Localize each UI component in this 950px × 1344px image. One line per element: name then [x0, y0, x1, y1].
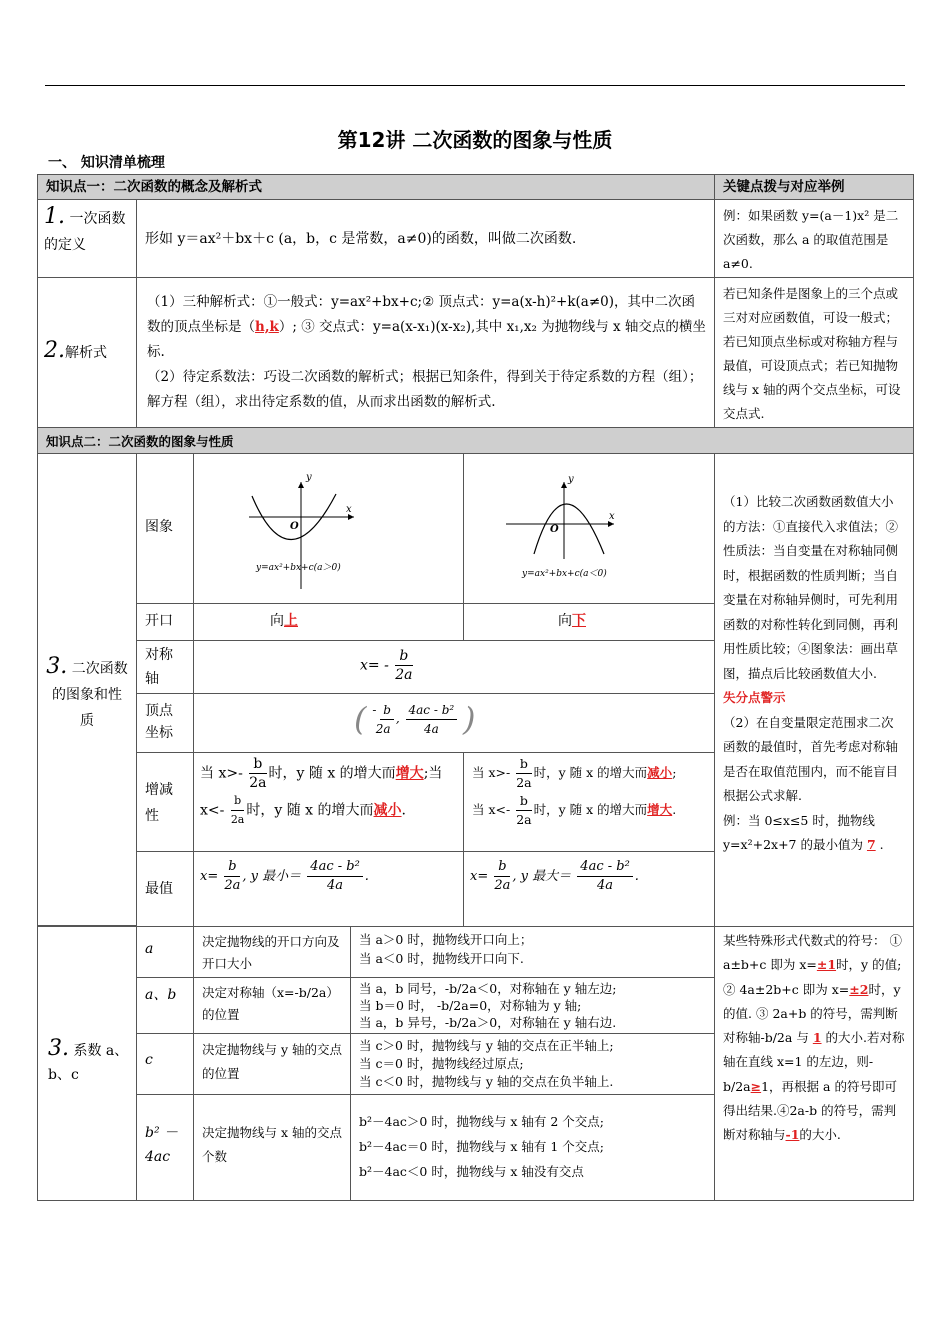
coef-note-f: 的大小.若对称轴在直线 x=1 的左边，则-b/2a — [723, 1030, 905, 1094]
coef-c-detail-cell — [350, 1033, 715, 1095]
vertex-answer: h,k — [255, 319, 279, 335]
max-frac1 — [494, 858, 510, 895]
mono-down-d: 时，y 随 x 的增大而 — [533, 802, 648, 817]
coef-delta-detail-2: b²－4ac＝0 时，抛物线与 x 轴有 1 个交点; — [359, 1139, 604, 1154]
coef-note-c: 时，y 的值; ② 4a±2b+c 即为 x= — [723, 957, 902, 997]
mono-up-frac1 — [249, 755, 266, 792]
coef-ab-cell — [136, 977, 194, 1034]
formula-label-cell — [37, 277, 137, 428]
section-heading: 一、 知识清单梳理 — [48, 155, 165, 171]
prop-note-3a: 例：当 0≤x≤5 时，抛物线 y=x²+2x+7 的最小值为 — [723, 812, 875, 852]
coef-a: a — [145, 941, 154, 957]
mono-up-den2: 2a — [230, 813, 245, 826]
max-num1: b — [494, 858, 510, 877]
prop-label-cell — [37, 453, 137, 926]
formula-num: 2. — [44, 338, 65, 363]
kp1-header: 知识点一：二次函数的概念及解析式 — [37, 174, 715, 200]
sym-formula-cell — [193, 640, 715, 694]
extreme-label: 最值 — [145, 881, 173, 897]
graph-down — [464, 454, 716, 605]
mono-up-frac2 — [231, 792, 245, 829]
min-value-answer: 7 — [866, 837, 876, 852]
coef-delta-detail-cell — [350, 1094, 715, 1201]
top-rule — [45, 85, 905, 86]
vertex-rparen: ) — [463, 700, 476, 738]
mono-down-a: 当 x>- — [472, 765, 511, 780]
mono-down-cell: 当 x>- $\frac{b}{2a}$ 时，y 随 x 的增大而减小; 当 x<- $\frac{b}{2a}$ 时，y 随 x 的增大而增大. — [463, 752, 715, 852]
formula-note: 若已知条件是图象上的三个点或三对对应函数值，可设一般式；若已知顶点坐标或对称轴方程与最值，可设顶点式；若已知抛物线与 x 轴的两个交点坐标，可设交点式. — [723, 286, 901, 421]
mono-up-cell: 当 x>- $\frac{b}{2a}$ 时，y 随 x 的增大而增大;当 x<- $\frac{b}{2a}$ 时，y 随 x 的增大而减小. — [193, 752, 464, 852]
coef-a-desc-cell — [193, 926, 351, 978]
def-label: 一次函数的定义 — [44, 211, 126, 253]
coef-delta-detail-3: b²－4ac＜0 时，抛物线与 x 轴没有交点 — [359, 1164, 584, 1179]
coef-a-detail-1: 当 a＞0 时，抛物线开口向上； — [359, 932, 533, 947]
graph-up-caption: y=ax²+bx+c(a＞0) — [256, 563, 341, 573]
answer-neg1: -1 — [785, 1127, 800, 1143]
coef-note-h: 的大小. — [799, 1127, 841, 1143]
min-den2: 4a — [327, 878, 344, 893]
extreme-label-cell — [136, 851, 194, 927]
coef-c-detail-3: 当 c＜0 时，抛物线与 y 轴的交点在负半轴上. — [359, 1074, 614, 1089]
open-down-cell — [463, 603, 715, 641]
min-y: y 最小＝ — [250, 869, 302, 884]
y-label: y — [306, 472, 312, 483]
vertex-label: 顶点坐标 — [145, 703, 173, 741]
prop-note-1: （1）比较二次函数函数值大小的方法：①直接代入求值法；②性质法：当自变量在对称轴同侧时，根据函数的性质判断；当自变量在对称轴异侧时，可先利用函数的对称性转化到同侧，再利用性质比较；④图象法：画出草图，描点后比较函数值大小. — [723, 494, 899, 681]
coef-c: c — [145, 1052, 153, 1068]
max-den1: 2a — [494, 878, 511, 893]
graph-down-caption: y=ax²+bx+c(a＜0) — [522, 569, 607, 579]
min-cell: x= $\frac{b}{2a}$ , y 最小＝ $\frac{\text{4ac - b²}}{4a}$ . — [193, 851, 464, 927]
min-x: x= — [200, 869, 219, 884]
coef-ab-detail-3: 当 a，b 异号，-b/2a＞0，对称轴在 y 轴右边. — [359, 1015, 617, 1030]
prop-note-2: （2）在自变量限定范围求二次函数的最值时，首先考虑对称轴是否在取值范围内，而不能盲目根据公式求解. — [723, 714, 899, 803]
coef-note-b: ① a±b+c 即为 x= — [723, 933, 903, 973]
open-down-a: 向 — [558, 613, 572, 629]
graph-up — [194, 454, 465, 605]
coef-c-desc-cell — [193, 1033, 351, 1095]
formula-content-cell — [136, 277, 715, 428]
answer-pm1: ±1 — [816, 957, 837, 973]
prop-label: 二次函数的图象和性质 — [52, 661, 128, 729]
prop-num: 3. — [46, 654, 68, 679]
mono-up-c: ;当 x<- — [200, 765, 443, 819]
open-label: 开口 — [145, 613, 173, 629]
sym-formula-a: x= - — [360, 657, 389, 674]
max-x: x= — [470, 869, 489, 884]
warn-label: 失分点警示 — [723, 690, 786, 705]
x-label-2: x — [609, 511, 615, 522]
coef-ab-detail-1: 当 a，b 同号，-b/2a＜0，对称轴在 y 轴左边; — [359, 981, 617, 996]
mono-up-den1: 2a — [249, 775, 267, 791]
def-note: 例：如果函数 y=(a－1)x² 是二次函数，那么 a 的取值范围是 a≠0. — [723, 208, 899, 271]
vertex-frac2 — [406, 701, 458, 738]
max-y: y 最大＝ — [520, 869, 572, 884]
mono-label: 增减性 — [145, 782, 173, 824]
open-down-answer: 下 — [572, 613, 586, 629]
y-arrow — [298, 482, 304, 488]
coef-a-detail-cell — [350, 926, 715, 978]
mono-down-den2: 2a — [516, 812, 532, 827]
prop-note-cell — [714, 453, 914, 927]
def-content-cell — [136, 199, 715, 278]
open-up-a: 向 — [270, 613, 284, 629]
mono-up-num1: b — [249, 755, 266, 774]
mono-label-cell — [136, 752, 194, 852]
page-title: 第12讲 二次函数的图象与性质 — [337, 128, 613, 152]
mono-down-b: 时，y 随 x 的增大而 — [533, 765, 648, 780]
answer-geq: ≥ — [750, 1078, 762, 1094]
coef-c-desc: 决定抛物线与 y 轴的交点的位置 — [202, 1042, 343, 1081]
coef-num: 3. — [48, 1036, 69, 1061]
min-frac2 — [307, 858, 363, 895]
def-content: 形如 y＝ax²＋bx＋c (a，b，c 是常数，a≠0)的函数，叫做二次函数. — [145, 231, 577, 247]
vertex-frac1: - b 2a — [372, 701, 394, 738]
img-label-cell — [136, 453, 194, 604]
coef-ab-desc-cell — [193, 977, 351, 1034]
img-label: 图象 — [145, 519, 173, 535]
min-den1: 2a — [224, 878, 241, 893]
x-label: x — [346, 504, 352, 515]
vertex-den2: 4a — [423, 721, 439, 736]
coef-c-cell — [136, 1033, 194, 1095]
mono-down-num1: b — [516, 755, 531, 774]
mono-down-frac1 — [516, 755, 531, 792]
formula-note-cell — [714, 277, 914, 428]
mono-down-c: 当 x<- — [472, 802, 511, 817]
open-label-cell — [136, 603, 194, 641]
def-note-cell — [714, 199, 914, 278]
vertex-formula-cell: ( - b 2a , $\frac{\text{4ac - b²}}{4a}$ ) — [193, 693, 715, 753]
mono-down-den1: 2a — [516, 775, 532, 790]
kp1-header-right: 关键点拨与对应举例 — [714, 174, 914, 200]
min-frac1 — [224, 858, 240, 895]
answer-pm2: ±2 — [849, 981, 869, 997]
sym-label-cell — [136, 640, 194, 694]
formula-p1-b: ）; ③ 交点式：y=a(x-x₁)(x-x₂),其中 x₁,x₂ 为抛物线与 x 轴交点的横坐标. — [147, 319, 706, 360]
max-num2: 4ac - b² — [577, 858, 633, 877]
coef-delta-desc-cell — [193, 1094, 351, 1201]
coef-c-detail-1: 当 c＞0 时，抛物线与 y 轴的交点在正半轴上; — [359, 1038, 614, 1053]
coef-delta: b² －4ac — [145, 1125, 179, 1165]
coef-label-cell — [37, 926, 137, 1201]
min-num1: b — [224, 858, 240, 877]
coef-note-a: 某些特殊形式代数式的符号： — [723, 933, 886, 948]
min-num2: 4ac - b² — [307, 858, 363, 877]
mono-up-answer2: 减小 — [373, 802, 402, 819]
coef-a-cell — [136, 926, 194, 978]
max-frac2 — [577, 858, 633, 895]
parabola-down — [534, 504, 604, 554]
y-arrow-2 — [561, 482, 567, 488]
vertex-num2: 4ac - b² — [406, 701, 458, 720]
coef-delta-cell — [136, 1094, 194, 1201]
coef-a-desc: 决定抛物线的开口方向及开口大小 — [202, 934, 340, 971]
vertex-label-cell — [136, 693, 194, 753]
answer-1: 1 — [812, 1030, 822, 1046]
max-cell: x= $\frac{b}{2a}$ , y 最大＝ $\frac{\text{4ac - b²}}{4a}$ . — [463, 851, 715, 927]
mono-down-frac2 — [516, 792, 531, 829]
coef-c-detail-2: 当 c＝0 时，抛物线经过原点; — [359, 1056, 524, 1071]
y-label-2: y — [568, 474, 574, 485]
max-den2: 4a — [597, 878, 614, 893]
formula-p2: （2）待定系数法：巧设二次函数的解析式；根据已知条件，得到关于待定系数的方程（组）；解方程（组），求出待定系数的值，从而求出函数的解析式. — [147, 369, 703, 410]
coef-ab: a、b — [145, 987, 177, 1003]
mono-up-a: 当 x>- — [200, 765, 243, 782]
origin-label-2: O — [550, 524, 559, 535]
open-up-cell — [193, 603, 464, 641]
open-up-answer: 上 — [284, 613, 298, 629]
coef-ab-detail-cell — [350, 977, 715, 1034]
coef-note-d: 时，y 的值. — [723, 981, 901, 1021]
coef-note-g: 1，再根据 a 的符号即可得出结果.④2a-b 的符号，需判断对称轴与 — [723, 1078, 897, 1143]
origin-label: O — [290, 521, 299, 532]
def-label-cell — [37, 199, 137, 278]
mono-up-answer1: 增大 — [395, 765, 424, 782]
coef-delta-detail-1: b²－4ac＞0 时，抛物线与 x 轴有 2 个交点; — [359, 1114, 604, 1129]
coef-a-detail-2: 当 a＜0 时，抛物线开口向下. — [359, 951, 524, 966]
formula-p1-a: （1）三种解析式：①一般式：y=ax²+bx+c;② 顶点式：y=a(x-h)²+k(a≠0)，其中二次函数的顶点坐标是（ — [147, 294, 696, 335]
vertex-lparen: ( — [354, 700, 367, 738]
formula-p1 — [147, 290, 706, 365]
vertex-den1: 2a — [375, 721, 391, 736]
coef-note-cell — [714, 926, 914, 1201]
graph-up-cell — [193, 453, 464, 604]
coef-ab-desc: 决定对称轴（x=-b/2a）的位置 — [202, 985, 339, 1022]
sym-num: b — [395, 647, 412, 666]
prop-note-3: 例：当 0≤x≤5 时，抛物线 y=x²+2x+7 的最小值为 7 . — [723, 812, 884, 852]
sym-den: 2a — [395, 667, 413, 683]
coef-ab-detail-2: 当 b＝0 时， -b/2a=0，对称轴为 y 轴; — [359, 998, 582, 1013]
graph-down-cell — [463, 453, 715, 604]
mono-up-b: 时，y 随 x 的增大而 — [268, 765, 396, 782]
def-num: 1. — [44, 204, 65, 229]
sym-frac — [395, 647, 412, 684]
coef-delta-desc: 决定抛物线与 x 轴的交点个数 — [202, 1125, 342, 1164]
formula-label: 解析式 — [65, 345, 107, 361]
sym-label: 对称轴 — [145, 647, 173, 687]
kp2-header: 知识点二：二次函数的图象与性质 — [37, 427, 914, 454]
mono-up-d: 时，y 随 x 的增大而 — [246, 802, 374, 819]
coef-note-e: ③ 2a+b 的符号，需判断对称轴-b/2a 与 — [723, 1005, 898, 1046]
mono-down-answer2: 增大 — [647, 802, 673, 817]
vertex-num1: b — [380, 701, 394, 720]
mono-down-answer1: 减小 — [647, 765, 673, 780]
mono-down-num2: b — [516, 792, 531, 811]
mono-up-num2: b — [231, 792, 245, 811]
coef-label: 系数 a、b、c — [48, 1043, 129, 1083]
